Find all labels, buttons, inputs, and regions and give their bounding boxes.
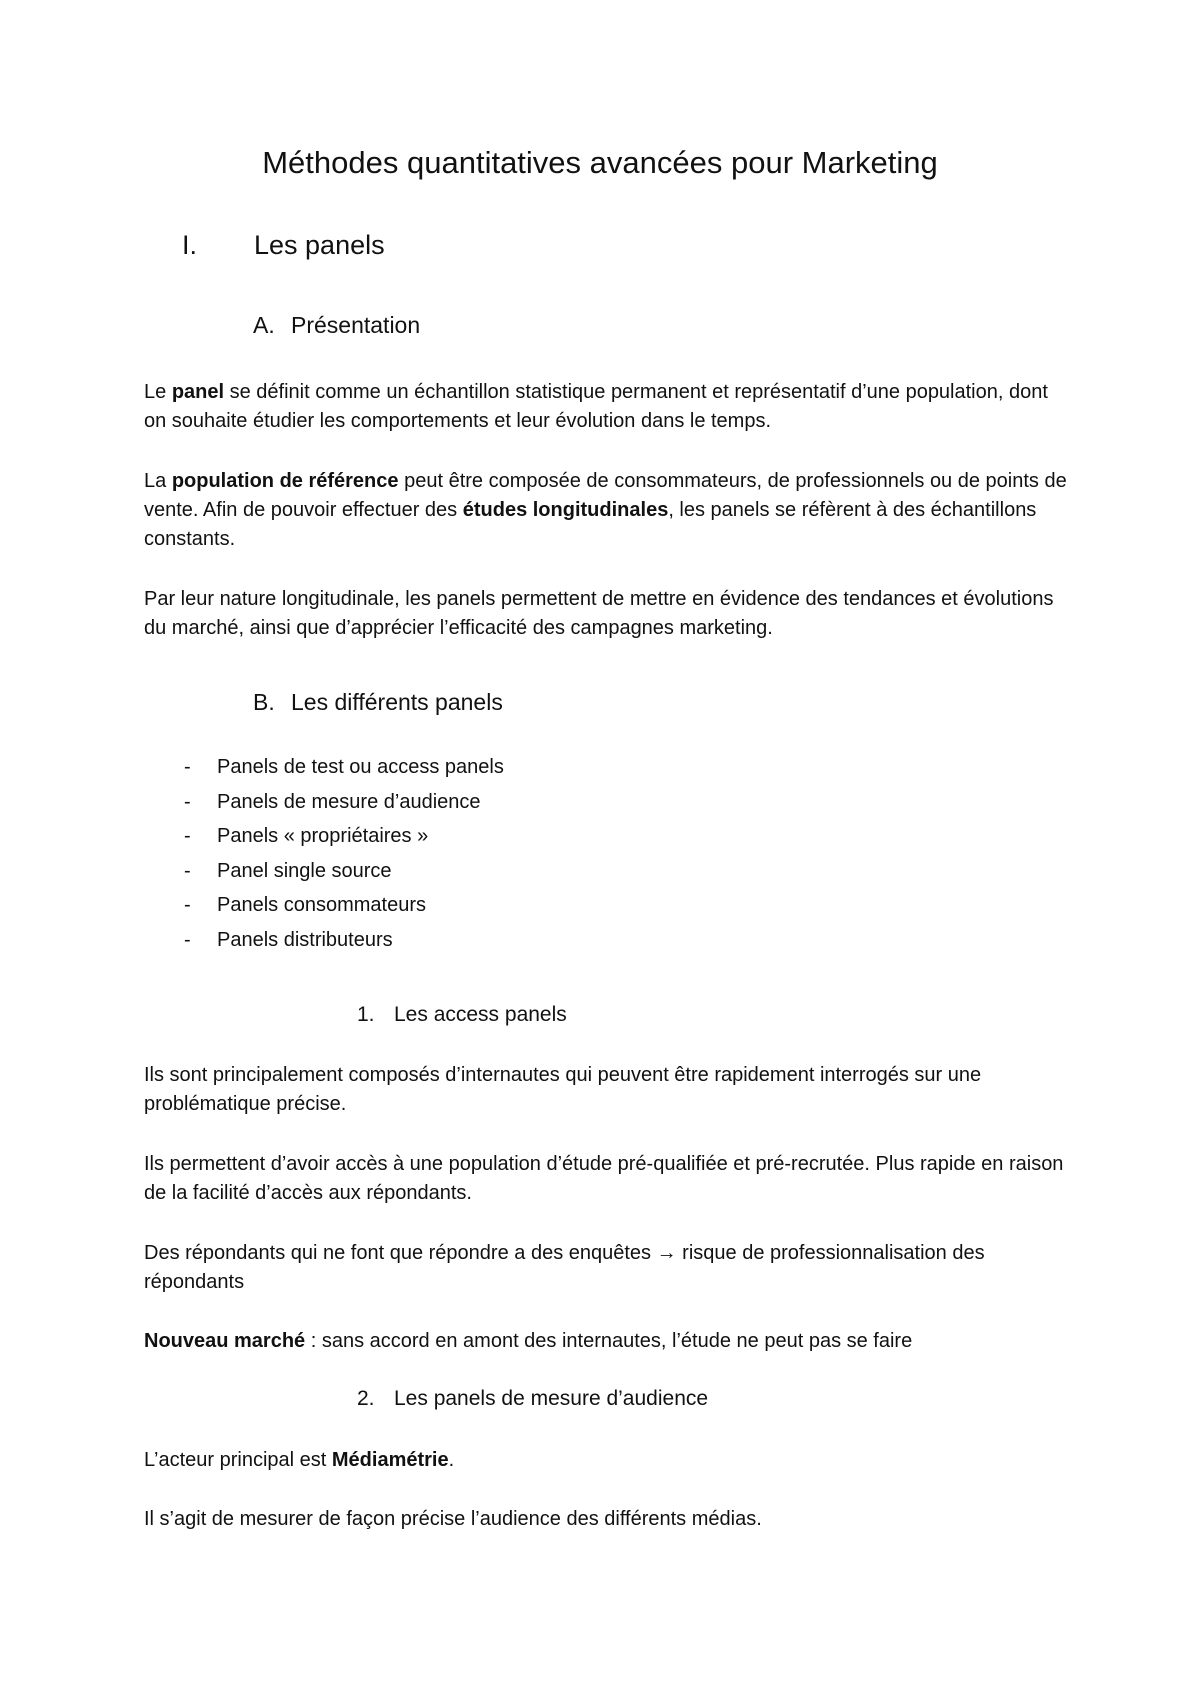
list-item-label: Panels de test ou access panels — [217, 756, 504, 778]
bold-term-mediametrie: Médiamétrie — [331, 1449, 449, 1471]
list-item-label: Panels consommateurs — [217, 894, 426, 917]
dash-bullet: - — [184, 756, 191, 778]
dash-bullet: - — [184, 790, 191, 813]
arrow-right-icon: → — [656, 1242, 677, 1264]
paragraph-population-reference — [144, 467, 1074, 554]
list-item-label: Panel single source — [217, 859, 392, 882]
list-item-label: Panels « propriétaires » — [217, 825, 429, 848]
text-run: , les panels se réfèrent à des échantillons constants. — [144, 499, 1037, 550]
subsection-title: Les différents panels — [291, 689, 503, 715]
paragraph-nouveau-marche — [144, 1327, 1074, 1356]
dash-bullet: - — [184, 859, 191, 882]
section-title: Les panels — [254, 230, 385, 260]
paragraph-mesure-audience: Il s’agit de mesurer de façon précise l’audience des différents médias. — [144, 1508, 762, 1530]
text-run: se définit comme un échantillon statistique permanent et représentatif d’une population, dont on souhaite étudier les comportements et leur évolution dans le temps. — [144, 381, 1048, 432]
subsection-title: Présentation — [291, 312, 421, 338]
paragraph-longitudinal-nature: Par leur nature longitudinale, les panels permettent de mettre en évidence des tendances et évolutions du marché, ainsi que d’apprécier l’efficacité des campagnes marketing. — [144, 588, 1054, 639]
text-run: Le — [144, 381, 172, 403]
subsection-letter: A. — [253, 312, 275, 338]
dash-bullet: - — [184, 928, 191, 951]
dash-bullet: - — [184, 894, 191, 917]
subheading-number: 1. — [357, 1003, 375, 1026]
text-run: peut être composée de consommateurs, de professionnels ou de points de vente. Afin de pouvoir effectuer des — [144, 470, 1067, 521]
section-number: I. — [182, 230, 198, 260]
subsection-letter: B. — [253, 689, 275, 715]
paragraph-access-prequalified: Ils permettent d’avoir accès à une population d’étude pré-qualifiée et pré-recrutée. Plus rapide en raison de la facilité d’accès aux répondants. — [144, 1153, 1064, 1204]
text-run: L’acteur principal est — [144, 1449, 332, 1471]
dash-bullet: - — [184, 825, 191, 848]
text-run: La — [144, 470, 172, 492]
text-run: Des répondants qui ne font que répondre a des enquêtes — [144, 1242, 657, 1264]
list-item-label: Panels de mesure d’audience — [217, 790, 481, 813]
bold-term-panel: panel — [171, 381, 225, 403]
subheading-title: Les access panels — [394, 1003, 567, 1026]
paragraph-panel-definition — [144, 378, 1074, 436]
list-item-label: Panels distributeurs — [217, 928, 393, 951]
bold-term-population: population de référence — [171, 470, 399, 492]
subheading-number: 2. — [357, 1387, 375, 1410]
document-title: Méthodes quantitatives avancées pour Marketing — [262, 145, 938, 180]
bold-term-etudes: études longitudinales — [462, 499, 669, 521]
paragraph-access-composition: Ils sont principalement composés d’internautes qui peuvent être rapidement interrogés sur une problématique précise. — [144, 1064, 982, 1115]
text-run: . — [448, 1449, 455, 1471]
text-run: risque de professionnalisation des répondants — [144, 1242, 985, 1293]
bold-term-nouveau-marche: Nouveau marché — [144, 1330, 306, 1352]
paragraph-acteur-principal — [144, 1446, 1074, 1475]
text-run: : sans accord en amont des internautes, l’étude ne peut pas se faire — [305, 1330, 913, 1352]
subheading-title: Les panels de mesure d’audience — [394, 1387, 709, 1410]
paragraph-professionalisation-risk — [144, 1239, 1074, 1297]
